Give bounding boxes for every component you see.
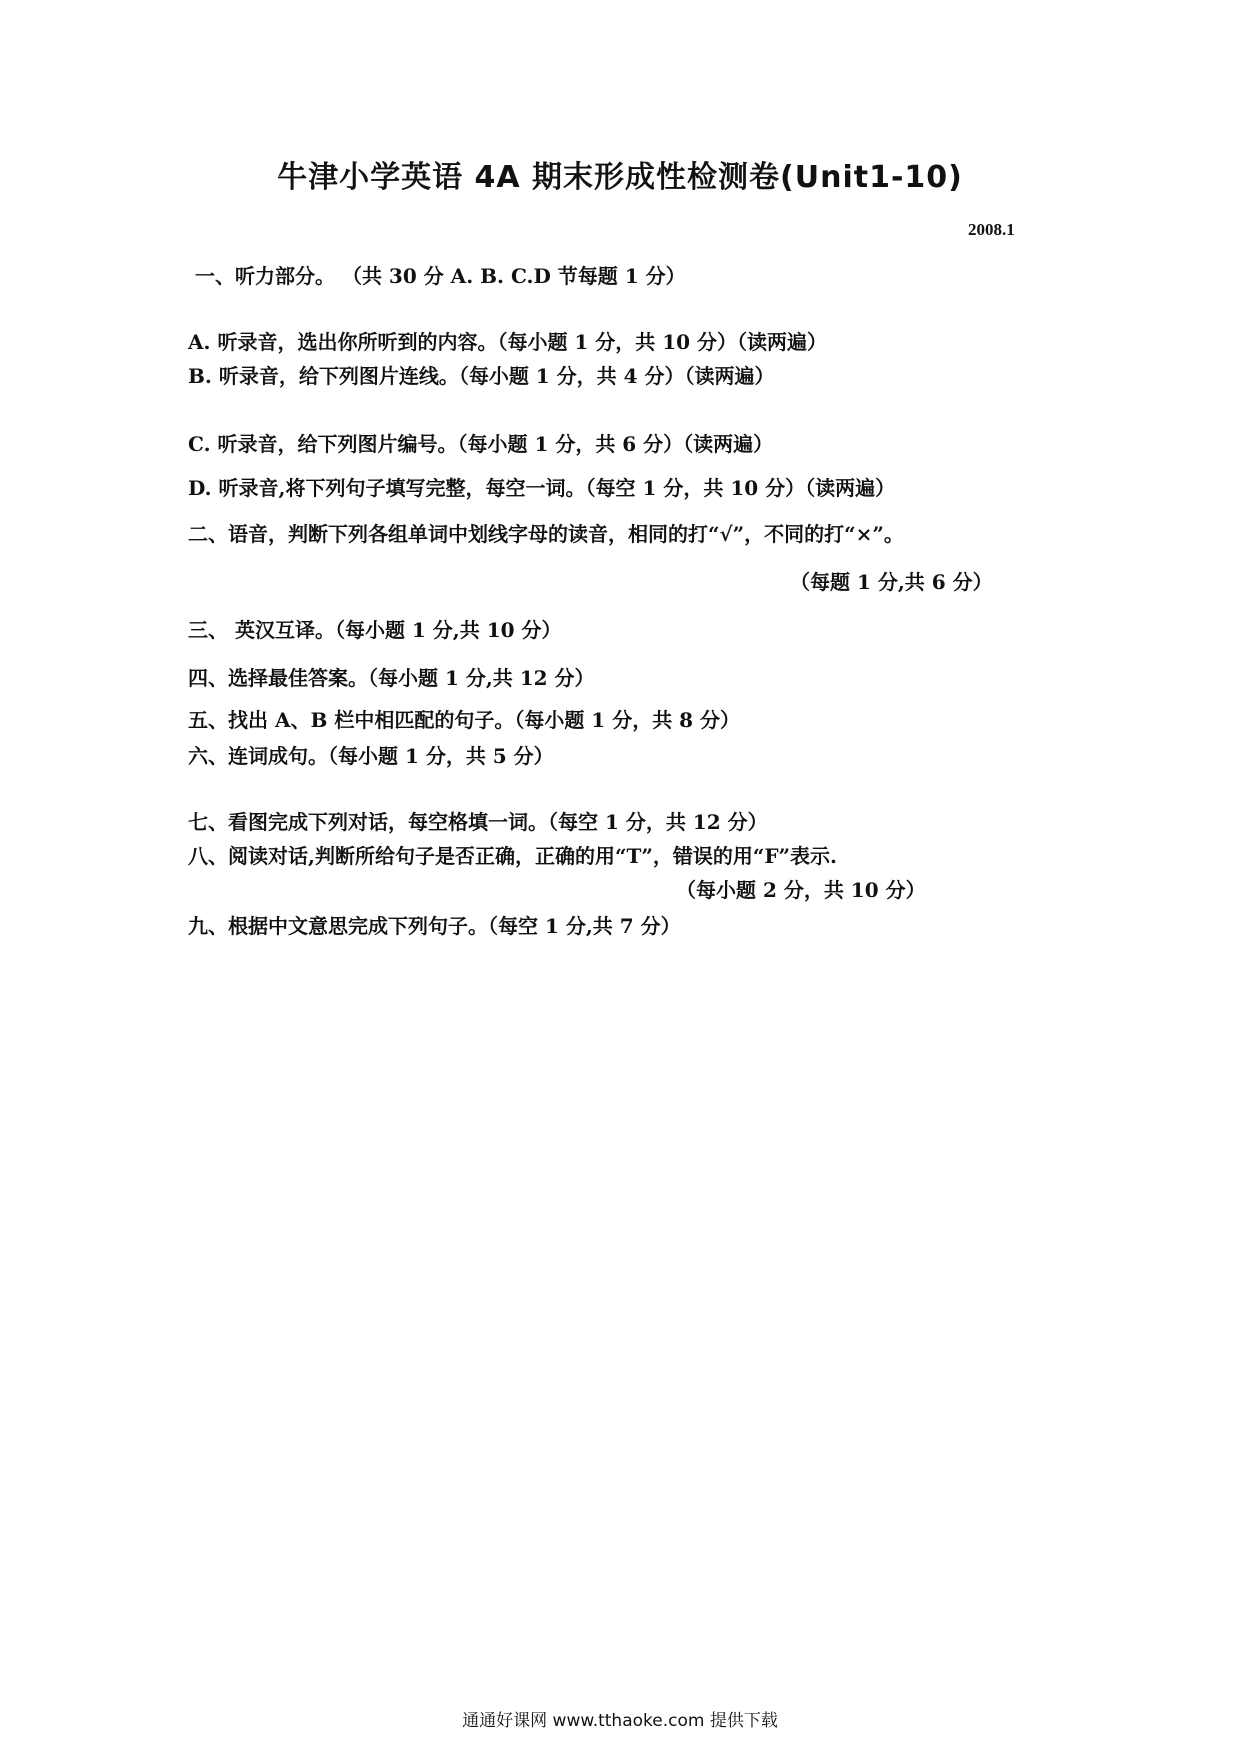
section-dialogue: 七、看图完成下列对话，每空格填一词。（每空 1 分，共 12 分） [188,810,768,834]
section-listening-a: A. 听录音，选出你所听到的内容。（每小题 1 分，共 10 分）（读两遍） [188,330,828,354]
section-listening: 一、听力部分。 （共 30 分 A. B. C.D 节每题 1 分） [195,264,686,288]
section-listening-b: B. 听录音，给下列图片连线。（每小题 1 分，共 4 分）（读两遍） [188,364,775,388]
section-multiple-choice: 四、选择最佳答案。（每小题 1 分,共 12 分） [188,666,595,690]
download-footer: 通通好课网 www.tthaoke.com 提供下载 [462,1711,778,1731]
section-listening-c: C. 听录音，给下列图片编号。（每小题 1 分，共 6 分）（读两遍） [188,432,774,456]
section-listening-d: D. 听录音,将下列句子填写完整，每空一词。（每空 1 分，共 10 分）（读两遍） [188,476,896,500]
section-completion: 九、根据中文意思完成下列句子。（每空 1 分,共 7 分） [188,914,681,938]
section-word-ordering: 六、连词成句。（每小题 1 分，共 5 分） [188,744,554,768]
exam-date: 2008.1 [968,220,1015,239]
section-phonetics: 二、语音，判断下列各组单词中划线字母的读音，相同的打“√”，不同的打“×”。 [188,522,904,546]
section-reading: 八、阅读对话,判断所给句子是否正确，正确的用“T”，错误的用“F”表示. [188,844,838,868]
page-title: 牛津小学英语 4A 期末形成性检测卷(Unit1-10) [277,160,963,195]
section-matching: 五、找出 A、B 栏中相匹配的句子。（每小题 1 分，共 8 分） [188,708,741,732]
section-phonetics-score: （每题 1 分,共 6 分） [790,570,993,594]
section-reading-score: （每小题 2 分，共 10 分） [676,878,926,902]
section-translation: 三、 英汉互译。（每小题 1 分,共 10 分） [188,618,562,642]
